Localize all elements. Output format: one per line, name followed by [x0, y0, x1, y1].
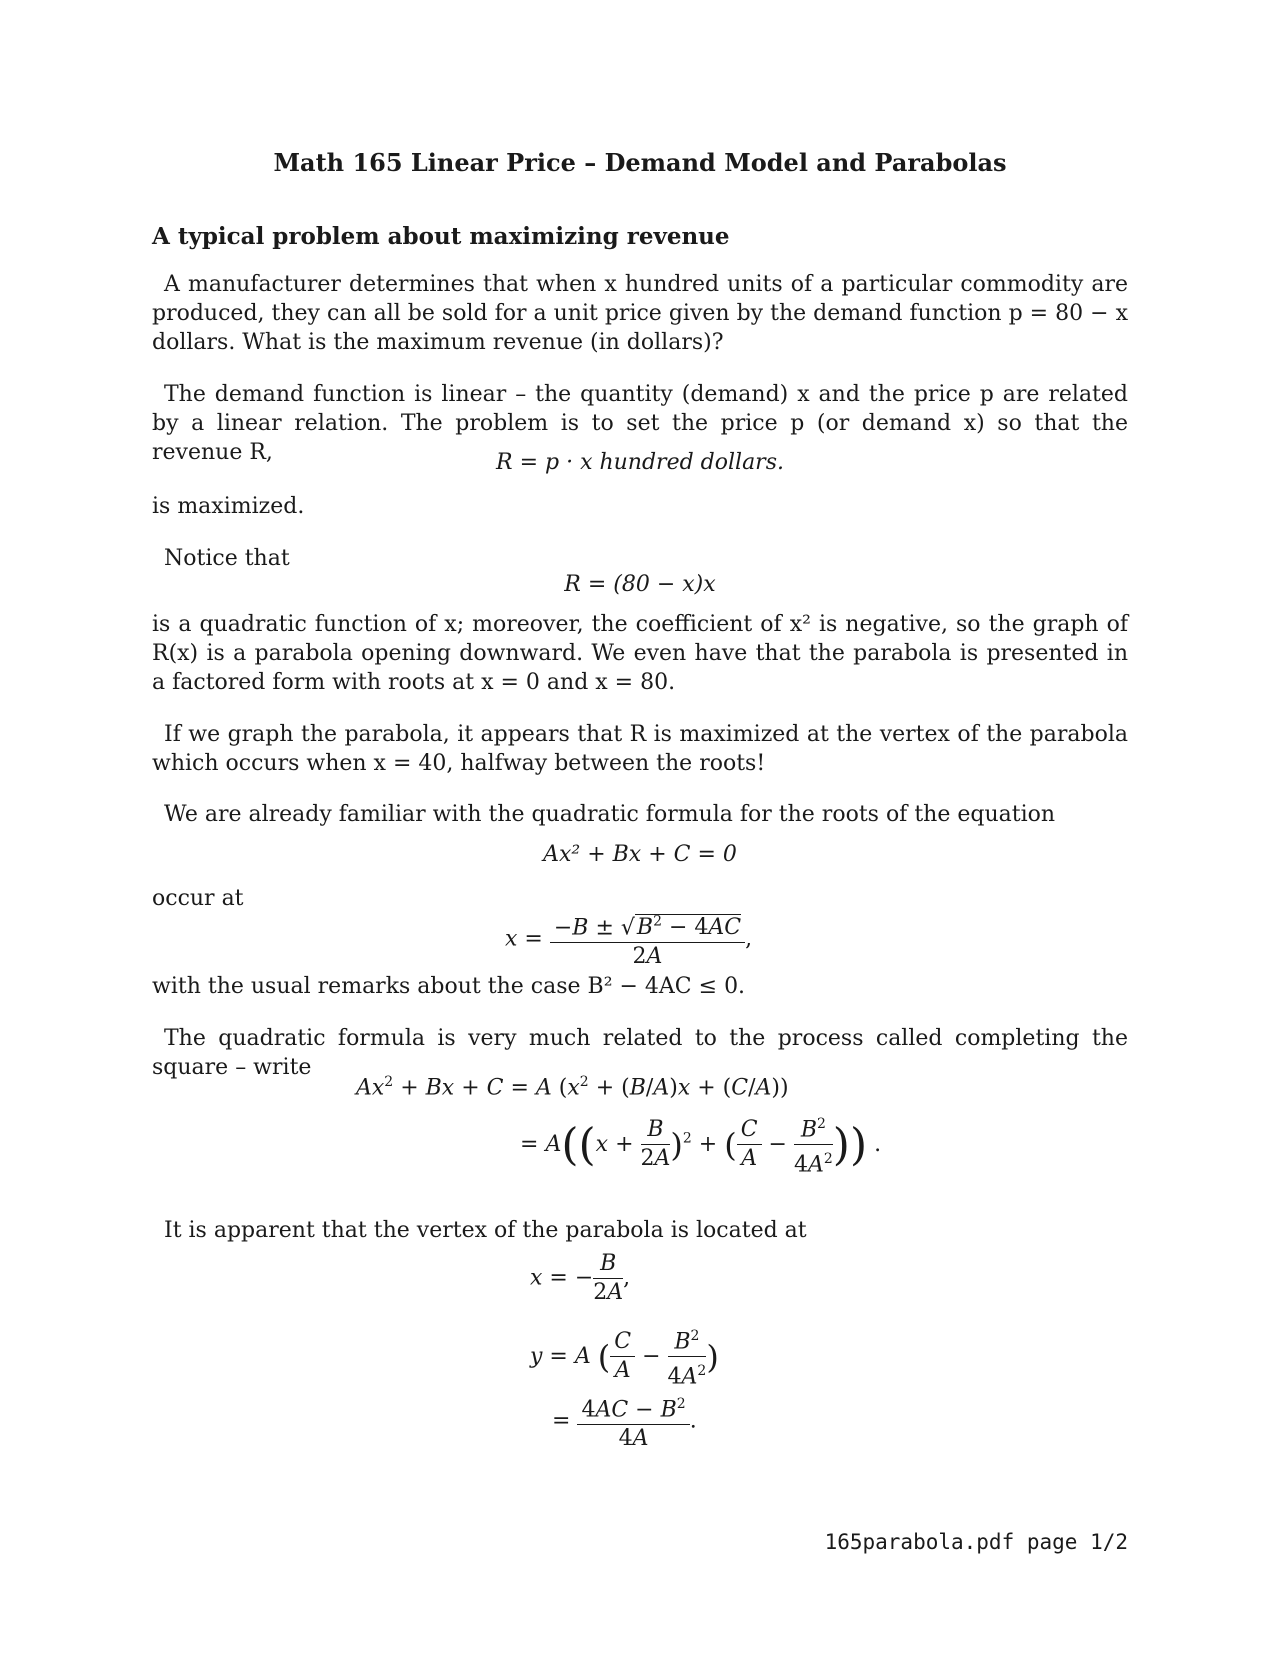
paragraph-vertex-text: If we graph the parabola, it appears that R is maximized at the vertex of the parabola which occurs when x = 40, halfway between the roots!: [152, 722, 1128, 776]
paragraph-vertex-location: [152, 1216, 1128, 1245]
paragraph-quadratic: is a quadratic function of x; moreover, the coefficient of x² is negative, so the graph of R(x) is a parabola opening downward. We even have that the parabola is presented in a factored form with roots at x = 0 and x = 80.: [152, 612, 1128, 695]
paragraph-vertex-location-text: It is apparent that the vertex of the parabola is located at: [164, 1218, 807, 1243]
page-footer: 165parabola.pdf page 1/2: [824, 1530, 1128, 1554]
page-title: Math 165 Linear Price – Demand Model and Parabolas: [273, 148, 1007, 177]
paragraph-completing-square-text: The quadratic formula is very much related to the process called completing the square – write: [152, 1026, 1128, 1080]
equation-completing-square-line1: $Ax^2 + Bx + C = A$ $(x^2 + (B/A)x + (C/A))$: [356, 1074, 789, 1101]
paragraph-notice: [152, 544, 1128, 573]
quadratic-formula: x = $\frac{-B \pm √B^2 - 4AC}{2A}$ ,: [505, 908, 752, 971]
paragraph-remarks: with the usual remarks about the case B² − 4AC ≤ 0.: [152, 974, 746, 999]
paragraph-formula-text: We are already familiar with the quadratic formula for the roots of the equation: [164, 802, 1056, 827]
paragraph-formula: [152, 800, 1128, 829]
equation-vertex-y-simplified: = $\frac{4AC - B^2}{4A}$ .: [552, 1390, 697, 1453]
equation-completing-square-line2: = A((x + $\frac{B}{2A}$ )$^2$ + ( $\frac{C}{A}$ − $\frac{B^2}{4A^2}$ )) .: [520, 1110, 881, 1180]
equation-vertex-y: y = A ( $\frac{C}{A}$ − $\frac{B^2}{4A^2}$ ): [530, 1322, 719, 1392]
paragraph-demand-text: The demand function is linear – the quantity (demand) x and the price p are related by a linear relation. The problem is to set the price p (or demand x) so that the revenue R,: [152, 382, 1128, 465]
paragraph-vertex: [152, 720, 1128, 778]
equation-revenue: R = p · x hundred dollars.: [496, 450, 784, 475]
paragraph-problem: [152, 270, 1128, 357]
equation-quadratic: Ax² + Bx + C = 0: [543, 842, 737, 867]
equation-revenue-factored: R = (80 − x)x: [564, 572, 716, 597]
equation-vertex-x: x = − $\frac{B}{2A}$ ,: [530, 1251, 631, 1305]
paragraph-maximized: is maximized.: [152, 494, 305, 519]
paragraph-problem-text: A manufacturer determines that when x hundred units of a particular commodity are produced, they can all be sold for a unit price given by the demand function p = 80 − x dollars. What is the maximum revenue (in dollars)?: [152, 272, 1128, 355]
paragraph-occur: occur at: [152, 886, 244, 911]
section-heading: A typical problem about maximizing revenue: [152, 223, 730, 250]
paragraph-notice-text: Notice that: [164, 546, 290, 571]
